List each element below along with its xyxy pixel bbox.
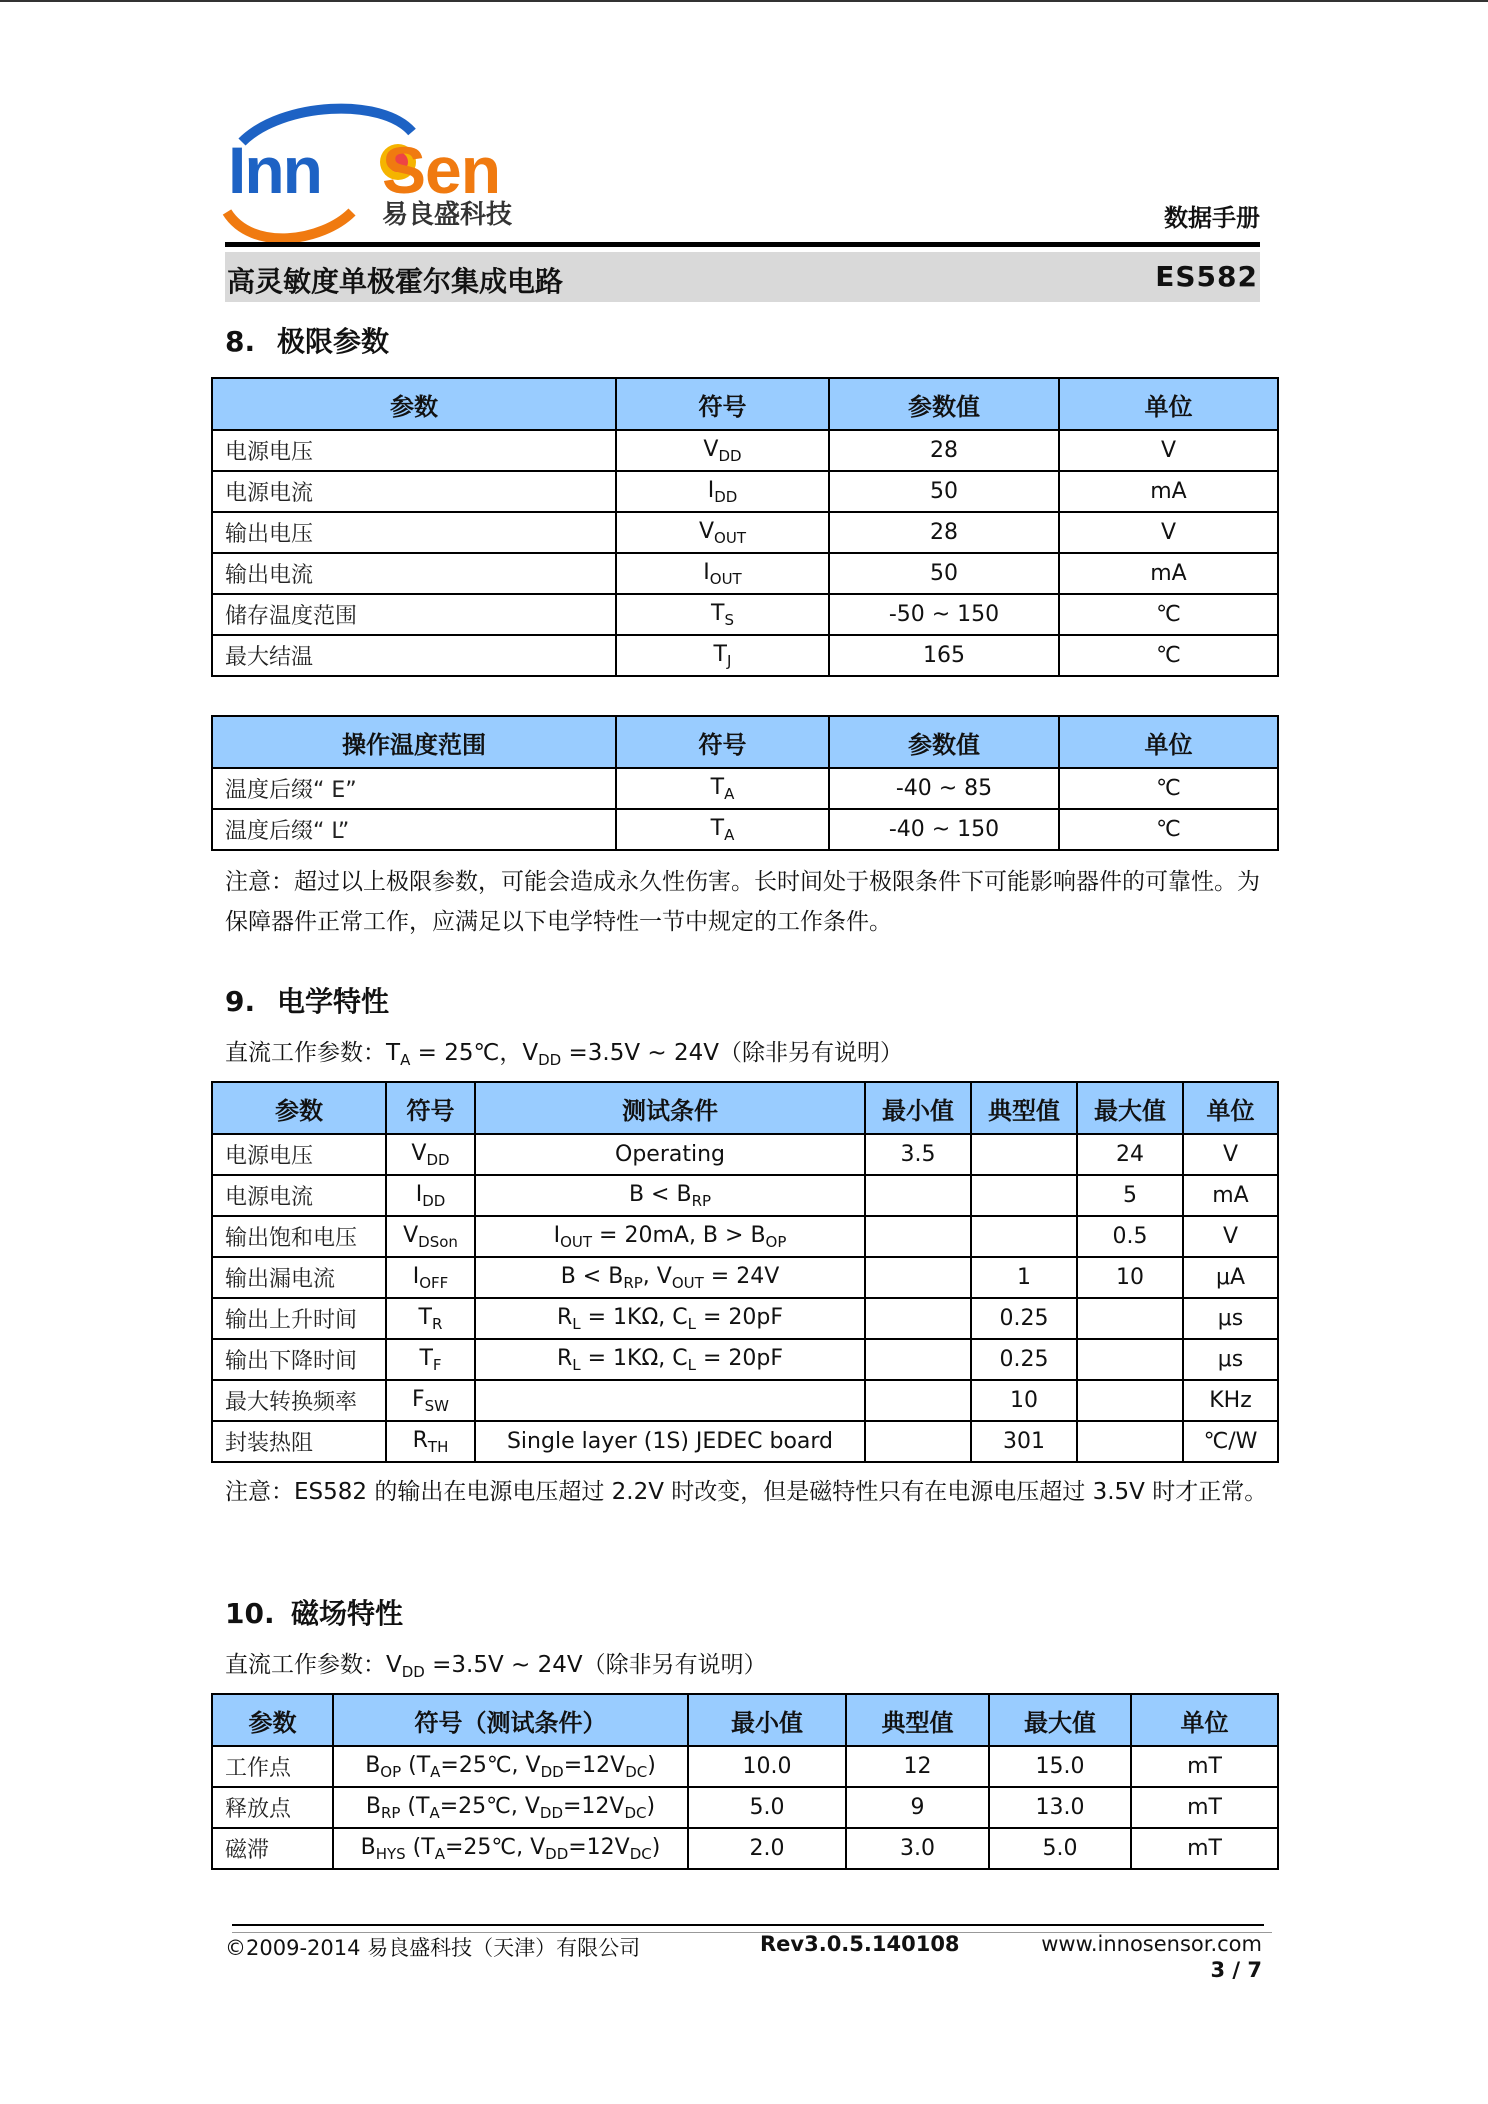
table-row bbox=[212, 1216, 1278, 1257]
table-row bbox=[212, 1298, 1278, 1339]
table-cell: 电源电压 bbox=[212, 430, 616, 471]
table-cell bbox=[333, 1828, 688, 1869]
table-cell: μA bbox=[1183, 1257, 1278, 1298]
table-cell bbox=[865, 1421, 971, 1462]
subscript: DSon bbox=[418, 1232, 458, 1251]
table-cell: 输出饱和电压 bbox=[212, 1216, 386, 1257]
table-cell bbox=[386, 1421, 475, 1462]
subscript: HYS bbox=[375, 1844, 406, 1863]
table-cell: 2.0 bbox=[688, 1828, 846, 1869]
table-cell: 24 bbox=[1077, 1134, 1183, 1175]
table-cell: 9 bbox=[846, 1787, 989, 1828]
table-cell: 5 bbox=[1077, 1175, 1183, 1216]
table-cell bbox=[475, 1175, 865, 1216]
table-row bbox=[212, 1257, 1278, 1298]
text-segment: B bbox=[360, 1834, 376, 1860]
section-title: 电学特性 bbox=[277, 985, 390, 1018]
header-row bbox=[212, 378, 1278, 430]
table-cell: 5.0 bbox=[989, 1828, 1131, 1869]
table-cell: 释放点 bbox=[212, 1787, 333, 1828]
section-number: 9. bbox=[225, 985, 256, 1018]
table-cell: 301 bbox=[971, 1421, 1077, 1462]
text-segment: =25℃, V bbox=[440, 1752, 541, 1778]
table-cell: 封装热阻 bbox=[212, 1421, 386, 1462]
page-number: 3 / 7 bbox=[1210, 1958, 1262, 1982]
table-cell bbox=[865, 1257, 971, 1298]
text-segment: =12V bbox=[568, 1834, 630, 1860]
table-cell: 电源电压 bbox=[212, 1134, 386, 1175]
subscript: OUT bbox=[671, 1273, 704, 1292]
title-band bbox=[225, 252, 1260, 302]
table-cell: 0.25 bbox=[971, 1339, 1077, 1380]
table-cell bbox=[865, 1216, 971, 1257]
logo-text-cn: 易良盛科技 bbox=[382, 200, 513, 230]
table-cell bbox=[865, 1298, 971, 1339]
subscript: DD bbox=[422, 1191, 446, 1210]
text-segment: B bbox=[365, 1752, 381, 1778]
table-cell: -40 ~ 85 bbox=[829, 768, 1059, 809]
column-header: 典型值 bbox=[846, 1694, 989, 1746]
table-cell: 50 bbox=[829, 471, 1059, 512]
table-row bbox=[212, 1828, 1278, 1869]
part-number: ES582 bbox=[1155, 260, 1258, 293]
text-segment: B < B bbox=[628, 1181, 692, 1207]
table-row bbox=[212, 471, 1278, 512]
text-segment: 直流工作参数：T bbox=[225, 1040, 401, 1066]
table-cell: μs bbox=[1183, 1339, 1278, 1380]
table-cell: 12 bbox=[846, 1746, 989, 1787]
subscript: RP bbox=[691, 1191, 712, 1210]
section-number: 10. bbox=[225, 1597, 275, 1630]
subscript: F bbox=[432, 1355, 442, 1374]
table-cell bbox=[616, 594, 829, 635]
table-cell bbox=[1077, 1380, 1183, 1421]
text-segment: T bbox=[710, 815, 725, 841]
text-segment: B bbox=[365, 1793, 381, 1819]
text-segment: V bbox=[403, 1222, 419, 1248]
subscript: DD bbox=[539, 1803, 563, 1822]
column-header: 操作温度范围 bbox=[212, 716, 616, 768]
logo-text-inno: Inn bbox=[228, 133, 321, 207]
table-cell: -50 ~ 150 bbox=[829, 594, 1059, 635]
table-cell: mA bbox=[1059, 553, 1278, 594]
text-segment: I bbox=[553, 1222, 561, 1248]
text-segment: = 1KΩ, C bbox=[580, 1304, 688, 1330]
subscript: OUT bbox=[714, 528, 746, 547]
text-segment: B < B bbox=[560, 1263, 624, 1289]
subscript: DC bbox=[629, 1844, 652, 1863]
column-header: 最小值 bbox=[865, 1082, 971, 1134]
header-row bbox=[212, 1694, 1278, 1746]
column-header: 参数值 bbox=[829, 716, 1059, 768]
subscript: DD bbox=[538, 1051, 562, 1069]
absolute-max-table bbox=[211, 377, 1279, 677]
column-header: 参数 bbox=[212, 378, 616, 430]
subscript: DC bbox=[625, 1762, 648, 1781]
table-row bbox=[212, 1421, 1278, 1462]
table-cell bbox=[865, 1380, 971, 1421]
column-header: 最大值 bbox=[989, 1694, 1131, 1746]
subscript: L bbox=[572, 1355, 581, 1374]
table-cell bbox=[386, 1298, 475, 1339]
table-row bbox=[212, 594, 1278, 635]
section-10-heading bbox=[225, 1592, 403, 1632]
table-cell: 13.0 bbox=[989, 1787, 1131, 1828]
subscript: SW bbox=[424, 1396, 449, 1415]
text-segment: T bbox=[713, 641, 727, 667]
text-segment: =25℃, V bbox=[439, 1793, 540, 1819]
subscript: OUT bbox=[560, 1232, 593, 1251]
table-cell: 28 bbox=[829, 512, 1059, 553]
text-segment: V bbox=[411, 1140, 427, 1166]
header-rule bbox=[225, 242, 1260, 247]
text-segment: ) bbox=[651, 1834, 661, 1860]
subscript: DD bbox=[545, 1844, 569, 1863]
table-cell bbox=[475, 1380, 865, 1421]
table-cell: ℃ bbox=[1059, 635, 1278, 676]
subscript: S bbox=[724, 610, 734, 629]
table-cell bbox=[616, 768, 829, 809]
column-header: 最大值 bbox=[1077, 1082, 1183, 1134]
table-row bbox=[212, 1787, 1278, 1828]
subscript: A bbox=[434, 1844, 445, 1863]
table-row bbox=[212, 430, 1278, 471]
text-segment: ) bbox=[647, 1752, 656, 1778]
table-cell bbox=[386, 1380, 475, 1421]
table-cell bbox=[386, 1339, 475, 1380]
operating-temp-table bbox=[211, 715, 1279, 851]
table-cell: 输出电流 bbox=[212, 553, 616, 594]
table-row bbox=[212, 768, 1278, 809]
table-cell: 最大结温 bbox=[212, 635, 616, 676]
column-header: 符号（测试条件） bbox=[333, 1694, 688, 1746]
subscript: R bbox=[432, 1314, 443, 1333]
subscript: A bbox=[724, 784, 735, 803]
magnetic-conditions bbox=[225, 1645, 1275, 1692]
note-electrical: 注意：ES582 的输出在电源电压超过 2.2V 时改变，但是磁特性只有在电源电压超过 3.5V 时才正常。 bbox=[225, 1479, 1268, 1505]
column-header: 单位 bbox=[1059, 716, 1278, 768]
column-header: 符号 bbox=[616, 378, 829, 430]
subscript: J bbox=[727, 651, 732, 670]
subscript: DC bbox=[624, 1803, 647, 1822]
subscript: A bbox=[724, 825, 735, 844]
table-cell: Operating bbox=[475, 1134, 865, 1175]
text-segment: =3.5V ~ 24V（除非另有说明） bbox=[561, 1040, 903, 1066]
text-segment: R bbox=[556, 1345, 573, 1371]
footer-website: www.innosensor.com bbox=[1041, 1932, 1262, 1956]
text-segment: I bbox=[412, 1263, 420, 1289]
subscript: RP bbox=[623, 1273, 643, 1292]
subscript: A bbox=[429, 1803, 440, 1822]
table-cell: ℃ bbox=[1059, 809, 1278, 850]
subscript: DD bbox=[540, 1762, 564, 1781]
text-segment: I bbox=[415, 1181, 423, 1207]
table-cell bbox=[1077, 1421, 1183, 1462]
table-cell: 温度后缀“ E” bbox=[212, 768, 616, 809]
column-header: 符号 bbox=[386, 1082, 475, 1134]
subscript: RP bbox=[380, 1803, 401, 1822]
footer-rule bbox=[232, 1924, 1264, 1926]
text-segment: (T bbox=[400, 1793, 430, 1819]
subscript: DD bbox=[401, 1663, 425, 1681]
text-segment: T bbox=[419, 1345, 433, 1371]
table-cell: Single layer (1S) JEDEC board bbox=[475, 1421, 865, 1462]
section-title: 极限参数 bbox=[277, 325, 390, 358]
table-cell: 10.0 bbox=[688, 1746, 846, 1787]
text-segment: 直流工作参数：V bbox=[225, 1652, 402, 1678]
text-segment: R bbox=[556, 1304, 573, 1330]
text-segment: = 1KΩ, C bbox=[580, 1345, 688, 1371]
section-number: 8. bbox=[225, 325, 256, 358]
table-cell: -40 ~ 150 bbox=[829, 809, 1059, 850]
table-cell: 1 bbox=[971, 1257, 1077, 1298]
table-cell bbox=[1077, 1298, 1183, 1339]
innosen-logo bbox=[222, 102, 552, 242]
table-cell: 输出下降时间 bbox=[212, 1339, 386, 1380]
table-cell: mT bbox=[1131, 1787, 1278, 1828]
table-row bbox=[212, 635, 1278, 676]
table-cell: ℃/W bbox=[1183, 1421, 1278, 1462]
table-cell bbox=[616, 809, 829, 850]
column-header: 参数 bbox=[212, 1694, 333, 1746]
table-cell: 3.0 bbox=[846, 1828, 989, 1869]
table-cell: 输出漏电流 bbox=[212, 1257, 386, 1298]
table-cell bbox=[333, 1787, 688, 1828]
table-cell bbox=[971, 1175, 1077, 1216]
table-cell: 5.0 bbox=[688, 1787, 846, 1828]
table-cell: mT bbox=[1131, 1828, 1278, 1869]
table-cell bbox=[475, 1216, 865, 1257]
section-8-heading bbox=[225, 320, 389, 360]
logo-text-sen: Sen bbox=[382, 133, 501, 207]
table-cell bbox=[475, 1257, 865, 1298]
column-header: 参数值 bbox=[829, 378, 1059, 430]
table-cell: 温度后缀“ L” bbox=[212, 809, 616, 850]
table-cell: mA bbox=[1059, 471, 1278, 512]
table-cell bbox=[616, 471, 829, 512]
subscript: OP bbox=[765, 1232, 787, 1251]
subscript: L bbox=[572, 1314, 581, 1333]
table-cell: 165 bbox=[829, 635, 1059, 676]
text-segment: , V bbox=[642, 1263, 672, 1289]
table-cell: V bbox=[1059, 430, 1278, 471]
table-cell: 输出上升时间 bbox=[212, 1298, 386, 1339]
table-cell: V bbox=[1059, 512, 1278, 553]
column-header: 最小值 bbox=[688, 1694, 846, 1746]
text-segment: =12V bbox=[563, 1793, 625, 1819]
text-segment: = 20pF bbox=[695, 1304, 784, 1330]
text-segment: T bbox=[418, 1304, 432, 1330]
text-segment: F bbox=[411, 1386, 425, 1412]
table-cell: 3.5 bbox=[865, 1134, 971, 1175]
table-cell: 28 bbox=[829, 430, 1059, 471]
table-cell bbox=[386, 1216, 475, 1257]
text-segment: =3.5V ~ 24V（除非另有说明） bbox=[424, 1652, 767, 1678]
table-cell: 50 bbox=[829, 553, 1059, 594]
doc-title: 高灵敏度单极霍尔集成电路 bbox=[227, 265, 564, 298]
note-absolute-max: 注意：超过以上极限参数，可能会造成永久性伤害。长时间处于极限条件下可能影响器件的可靠性。为保障器件正常工作，应满足以下电学特性一节中规定的工作条件。 bbox=[225, 869, 1260, 935]
column-header: 单位 bbox=[1059, 378, 1278, 430]
table-cell bbox=[333, 1746, 688, 1787]
table-row bbox=[212, 1339, 1278, 1380]
table-cell: ℃ bbox=[1059, 594, 1278, 635]
subscript: OFF bbox=[419, 1273, 449, 1292]
table-cell: 10 bbox=[971, 1380, 1077, 1421]
electrical-conditions bbox=[225, 1033, 1275, 1080]
table-cell bbox=[971, 1134, 1077, 1175]
text-segment: R bbox=[412, 1427, 428, 1453]
subscript: L bbox=[687, 1355, 696, 1374]
table-cell bbox=[386, 1175, 475, 1216]
text-segment: I bbox=[707, 477, 715, 503]
table-cell bbox=[865, 1339, 971, 1380]
text-segment: ) bbox=[646, 1793, 656, 1819]
table-cell: mA bbox=[1183, 1175, 1278, 1216]
table-cell bbox=[475, 1339, 865, 1380]
column-header: 典型值 bbox=[971, 1082, 1077, 1134]
table-cell: 最大转换频率 bbox=[212, 1380, 386, 1421]
table-row bbox=[212, 1175, 1278, 1216]
table-row bbox=[212, 553, 1278, 594]
subscript: OP bbox=[380, 1762, 402, 1781]
section-title: 磁场特性 bbox=[291, 1597, 404, 1630]
text-segment: T bbox=[711, 600, 725, 626]
table-cell bbox=[386, 1257, 475, 1298]
table-cell bbox=[865, 1175, 971, 1216]
text-segment: (T bbox=[401, 1752, 431, 1778]
table-row bbox=[212, 1134, 1278, 1175]
doc-type: 数据手册 bbox=[1164, 204, 1260, 232]
table-cell: 储存温度范围 bbox=[212, 594, 616, 635]
header-row bbox=[212, 1082, 1278, 1134]
magnetic-table bbox=[211, 1693, 1279, 1870]
table-cell: mT bbox=[1131, 1746, 1278, 1787]
column-header: 单位 bbox=[1183, 1082, 1278, 1134]
table-row bbox=[212, 512, 1278, 553]
subscript: TH bbox=[427, 1437, 449, 1456]
table-row bbox=[212, 1746, 1278, 1787]
subscript: A bbox=[400, 1051, 411, 1069]
table-cell: ℃ bbox=[1059, 768, 1278, 809]
column-header: 测试条件 bbox=[475, 1082, 865, 1134]
text-segment: =25℃, V bbox=[444, 1834, 546, 1860]
table-cell bbox=[616, 635, 829, 676]
footer-copyright: ©2009-2014 易良盛科技（天津）有限公司 bbox=[225, 1936, 641, 1960]
section-9-heading bbox=[225, 980, 389, 1020]
table-cell: V bbox=[1183, 1216, 1278, 1257]
text-segment: =12V bbox=[563, 1752, 626, 1778]
subscript: OUT bbox=[709, 569, 742, 588]
table-cell: V bbox=[1183, 1134, 1278, 1175]
table-cell: 电源电流 bbox=[212, 1175, 386, 1216]
table-cell bbox=[971, 1216, 1077, 1257]
table-row bbox=[212, 1380, 1278, 1421]
electrical-table bbox=[211, 1081, 1279, 1463]
subscript: DD bbox=[718, 446, 742, 465]
text-segment: = 20pF bbox=[695, 1345, 784, 1371]
table-row bbox=[212, 809, 1278, 850]
table-cell: KHz bbox=[1183, 1380, 1278, 1421]
text-segment: V bbox=[698, 518, 715, 544]
table-cell bbox=[475, 1298, 865, 1339]
table-cell: 输出电压 bbox=[212, 512, 616, 553]
table-cell: 电源电流 bbox=[212, 471, 616, 512]
subscript: DD bbox=[426, 1150, 450, 1169]
table-cell: 15.0 bbox=[989, 1746, 1131, 1787]
text-segment: = 25℃，V bbox=[410, 1040, 539, 1066]
subscript: L bbox=[687, 1314, 696, 1333]
column-header: 参数 bbox=[212, 1082, 386, 1134]
subscript: A bbox=[430, 1762, 441, 1781]
subscript: DD bbox=[714, 487, 738, 506]
column-header: 符号 bbox=[616, 716, 829, 768]
table-cell: 0.5 bbox=[1077, 1216, 1183, 1257]
table-cell: 工作点 bbox=[212, 1746, 333, 1787]
table-cell: 磁滞 bbox=[212, 1828, 333, 1869]
table-cell bbox=[616, 430, 829, 471]
header-row bbox=[212, 716, 1278, 768]
table-cell bbox=[1077, 1339, 1183, 1380]
text-segment: I bbox=[703, 559, 710, 585]
column-header: 单位 bbox=[1131, 1694, 1278, 1746]
text-segment: (T bbox=[405, 1834, 435, 1860]
table-cell bbox=[616, 512, 829, 553]
text-segment: = 24V bbox=[703, 1263, 780, 1289]
table-cell: 10 bbox=[1077, 1257, 1183, 1298]
table-cell: 0.25 bbox=[971, 1298, 1077, 1339]
table-cell bbox=[616, 553, 829, 594]
text-segment: T bbox=[710, 774, 725, 800]
footer-revision: Rev3.0.5.140108 bbox=[760, 1932, 960, 1956]
text-segment: = 20mA, B > B bbox=[592, 1222, 766, 1248]
text-segment: V bbox=[703, 436, 719, 462]
table-cell: μs bbox=[1183, 1298, 1278, 1339]
table-cell bbox=[386, 1134, 475, 1175]
